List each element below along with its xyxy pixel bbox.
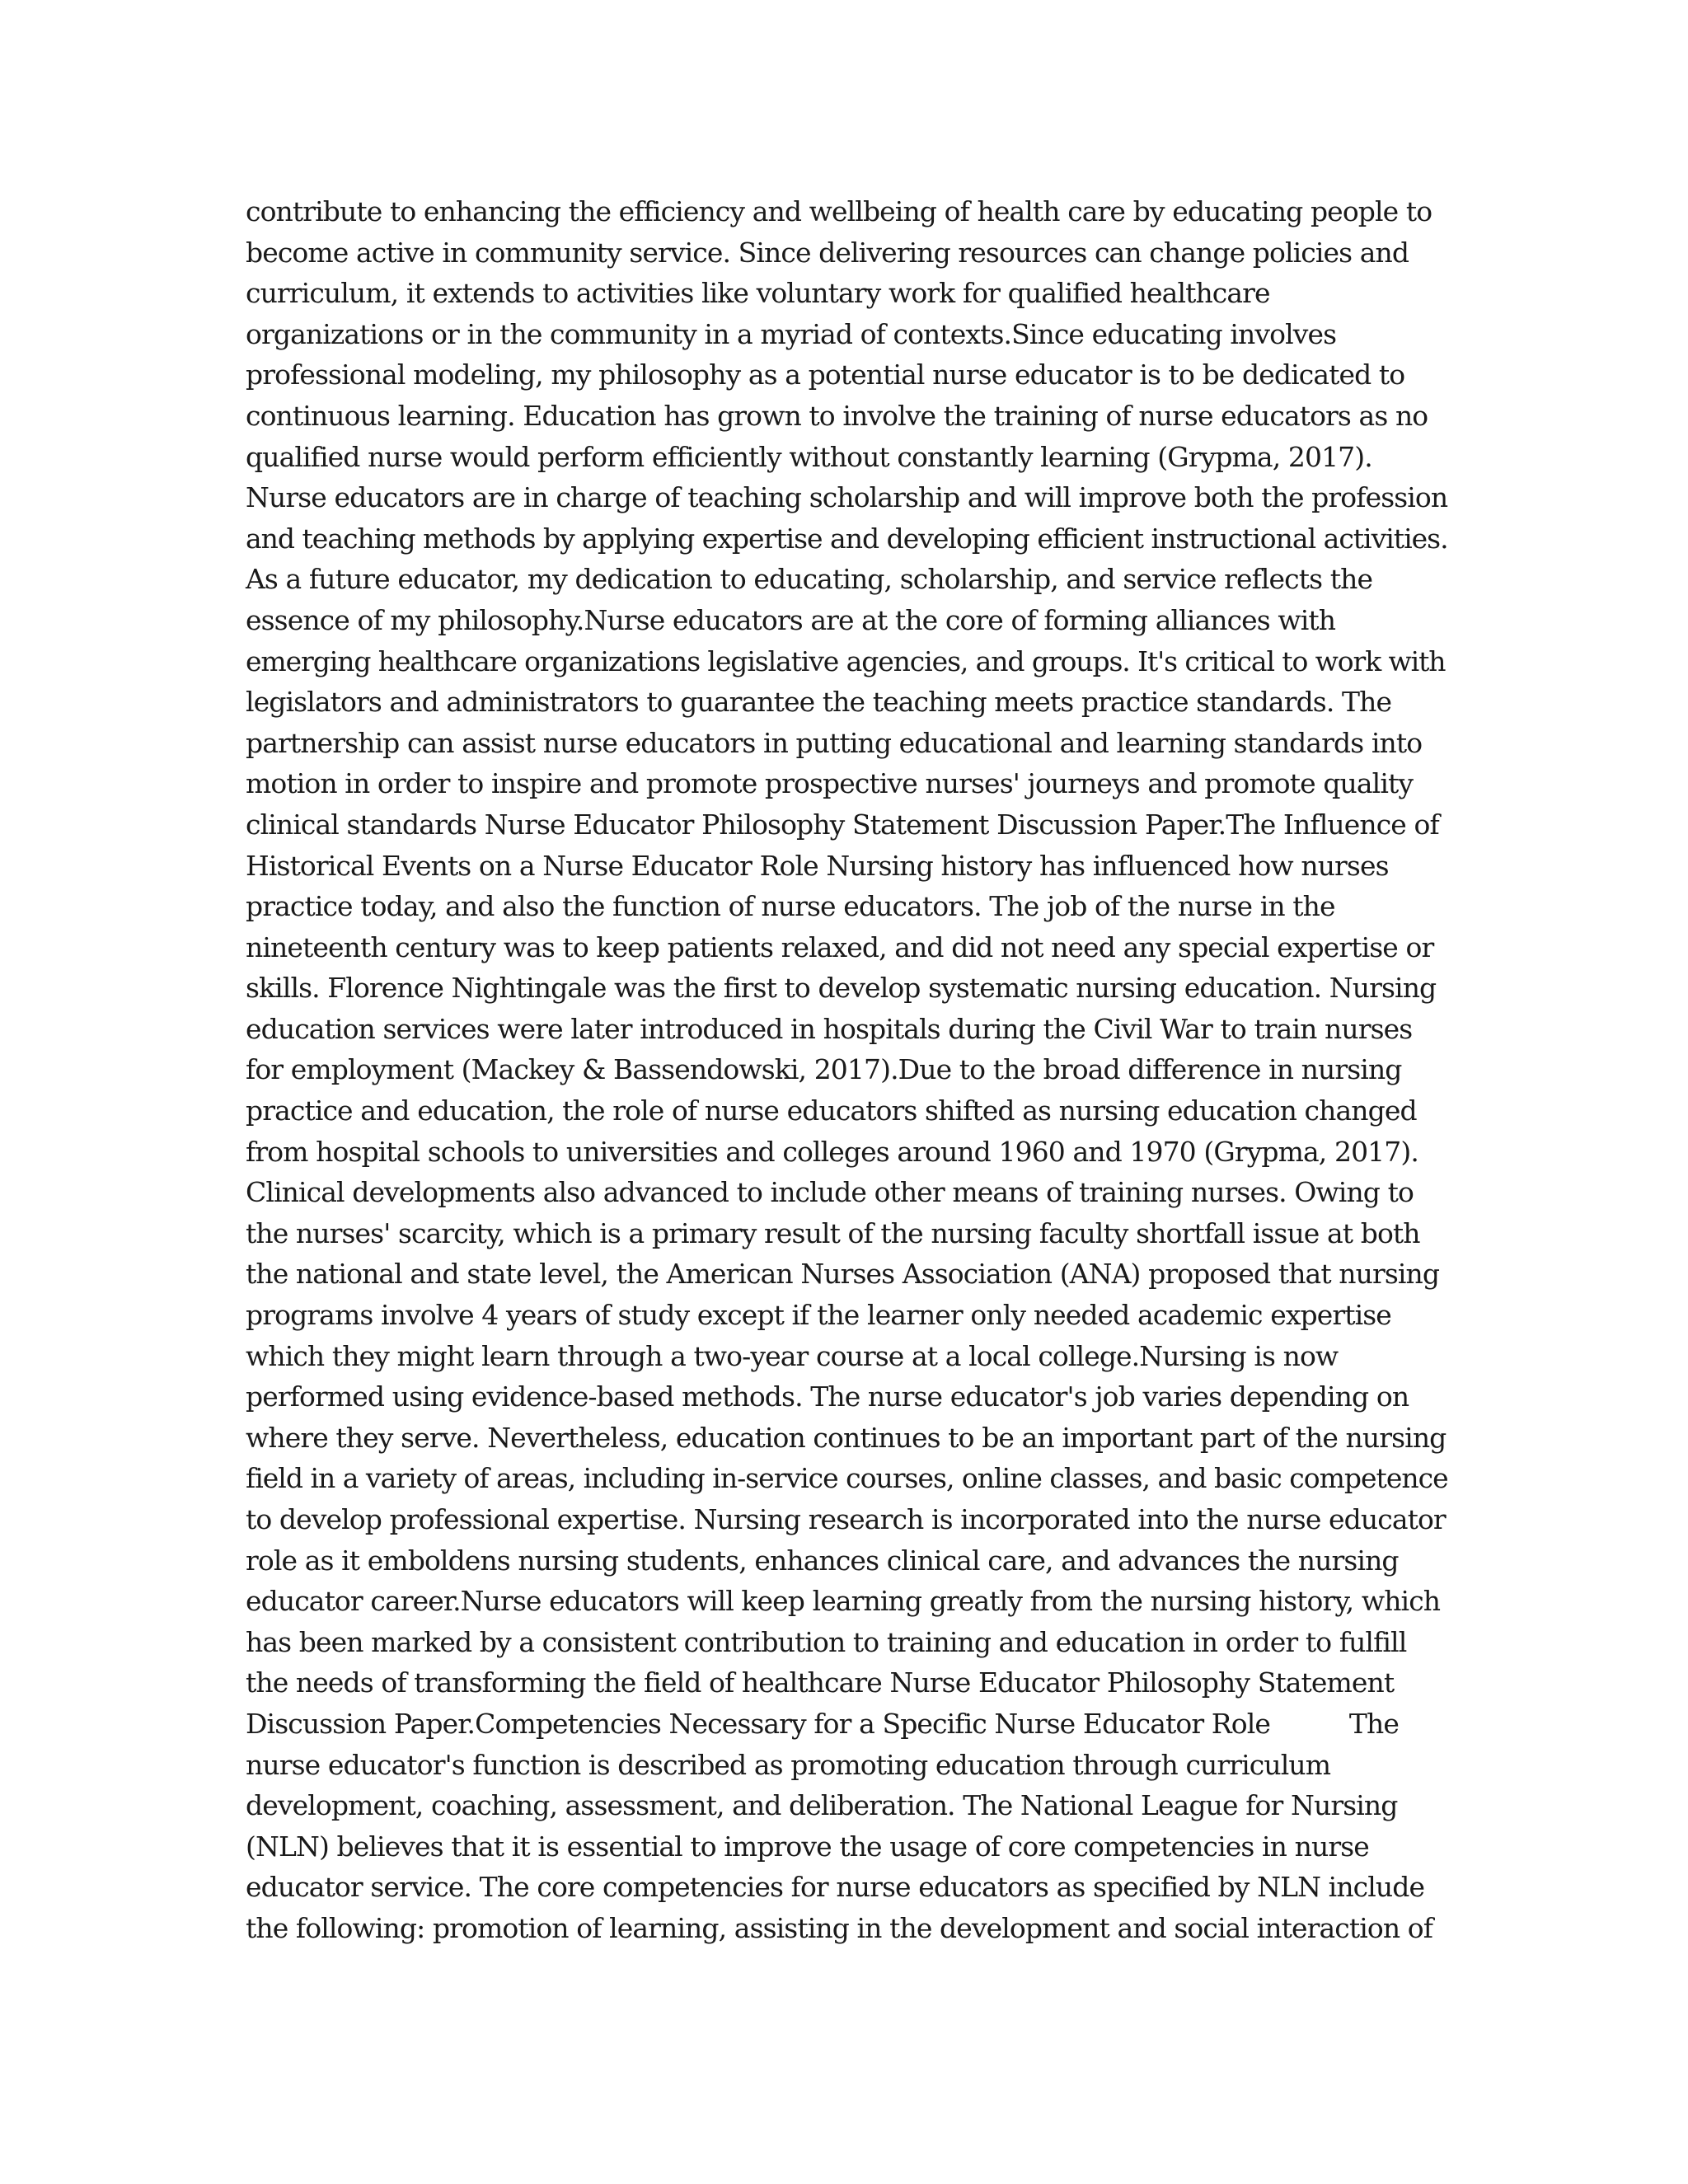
text-line: As a future educator, my dedication to educating, scholarship, and service reflects the (246, 563, 1373, 596)
text-line: has been marked by a consistent contribution to training and education in order to fulfill (246, 1625, 1407, 1658)
text-line: skills. Florence Nightingale was the first to develop systematic nursing education. Nursing (246, 972, 1437, 1005)
text-line: clinical standards Nurse Educator Philosophy Statement Discussion Paper.The Influence of (246, 808, 1439, 841)
text-line: (NLN) believes that it is essential to improve the usage of core competencies in nurse (246, 1830, 1369, 1863)
text-line: the following: promotion of learning, assisting in the development and social interaction of (246, 1911, 1433, 1944)
text-line: role as it emboldens nursing students, enhances clinical care, and advances the nursing (246, 1544, 1399, 1577)
text-line: organizations or in the community in a myriad of contexts.Since educating involves (246, 317, 1337, 350)
text-line: development, coaching, assessment, and deliberation. The National League for Nursing (246, 1789, 1398, 1822)
text-line: Discussion Paper.Competencies Necessary for a Specific Nurse Educator Role The (246, 1707, 1399, 1740)
text-line: the national and state level, the American Nurses Association (ANA) proposed that nursing (246, 1258, 1440, 1291)
body-text (246, 191, 1449, 1949)
text-line: continuous learning. Education has grown to involve the training of nurse educators as no (246, 399, 1428, 432)
text-line: nurse educator's function is described as promoting education through curriculum (246, 1748, 1331, 1781)
text-line: contribute to enhancing the efficiency and wellbeing of health care by educating people to (246, 195, 1432, 227)
text-line: become active in community service. Since delivering resources can change policies and (246, 236, 1409, 269)
text-line: Nurse educators are in charge of teaching scholarship and will improve both the profession (246, 481, 1448, 514)
text-line: and teaching methods by applying expertise and developing efficient instructional activities. (246, 522, 1448, 555)
text-line: which they might learn through a two-year course at a local college.Nursing is now (246, 1339, 1339, 1372)
text-line: emerging healthcare organizations legislative agencies, and groups. It's critical to work with (246, 644, 1446, 677)
text-line: essence of my philosophy.Nurse educators are at the core of forming alliances with (246, 603, 1336, 636)
text-line: Historical Events on a Nurse Educator Role Nursing history has influenced how nurses (246, 849, 1389, 882)
text-line: practice and education, the role of nurse educators shifted as nursing education changed (246, 1094, 1417, 1127)
text-line: nineteenth century was to keep patients relaxed, and did not need any special expertise or (246, 930, 1434, 963)
text-line: performed using evidence-based methods. The nurse educator's job varies depending on (246, 1380, 1409, 1413)
text-line: to develop professional expertise. Nursing research is incorporated into the nurse educator (246, 1503, 1446, 1535)
text-line: curriculum, it extends to activities like voluntary work for qualified healthcare (246, 277, 1270, 310)
text-line: educator career.Nurse educators will keep learning greatly from the nursing history, which (246, 1585, 1441, 1618)
text-line: motion in order to inspire and promote prospective nurses' journeys and promote quality (246, 767, 1414, 800)
text-line: for employment (Mackey & Bassendowski, 2017).Due to the broad difference in nursing (246, 1053, 1402, 1086)
text-line: practice today, and also the function of nurse educators. The job of the nurse in the (246, 890, 1335, 923)
text-line: professional modeling, my philosophy as a potential nurse educator is to be dedicated to (246, 359, 1405, 391)
text-line: the needs of transforming the field of healthcare Nurse Educator Philosophy Statement (246, 1666, 1395, 1699)
text-line: where they serve. Nevertheless, education continues to be an important part of the nursing (246, 1421, 1447, 1454)
text-line: educator service. The core competencies for nurse educators as specified by NLN include (246, 1871, 1425, 1904)
text-line: partnership can assist nurse educators in putting educational and learning standards into (246, 726, 1423, 759)
text-line: from hospital schools to universities and colleges around 1960 and 1970 (Grypma, 2017). (246, 1135, 1418, 1168)
text-line: field in a variety of areas, including in-service courses, online classes, and basic competence (246, 1462, 1448, 1495)
text-line: the nurses' scarcity, which is a primary result of the nursing faculty shortfall issue at both (246, 1216, 1420, 1249)
text-line: legislators and administrators to guarantee the teaching meets practice standards. The (246, 686, 1392, 719)
text-line: Clinical developments also advanced to include other means of training nurses. Owing to (246, 1176, 1414, 1209)
text-line: education services were later introduced in hospitals during the Civil War to train nurses (246, 1012, 1413, 1045)
text-line: qualified nurse would perform efficiently without constantly learning (Grypma, 2017). (246, 440, 1372, 473)
text-line: programs involve 4 years of study except if the learner only needed academic expertise (246, 1299, 1391, 1332)
